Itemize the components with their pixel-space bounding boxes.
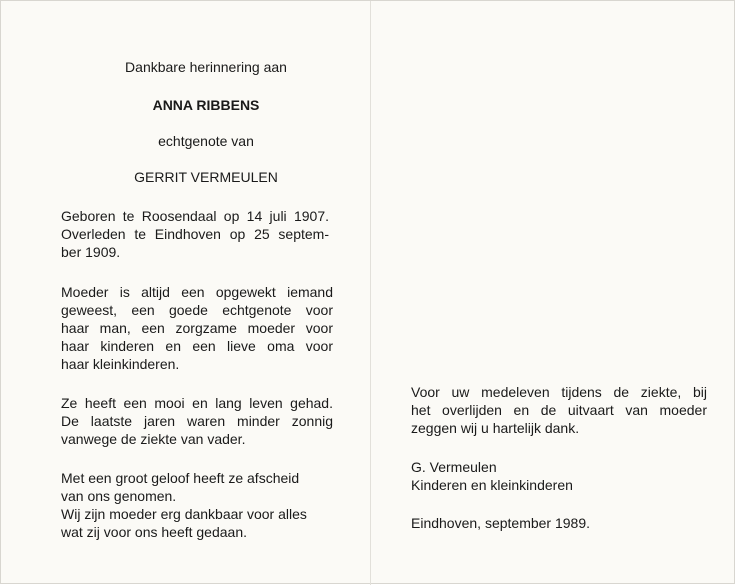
tribute-line: Moeder is altijd een opgewekt iemand xyxy=(61,284,333,300)
thanks-line: zeggen wij u hartelijk dank. xyxy=(411,420,580,436)
left-panel xyxy=(61,59,351,541)
later-years-paragraph xyxy=(61,394,333,448)
birth-death-dates xyxy=(61,207,329,261)
tribute-line: haar man, een zorgzame moeder voor xyxy=(61,320,333,336)
tribute-line: geweest, een goede echtgenote voor xyxy=(61,302,333,318)
later-years-line: De laatste jaren waren minder zonnig xyxy=(61,413,333,429)
tribute-paragraph xyxy=(61,283,333,373)
signature-line: G. Vermeulen xyxy=(411,459,497,475)
farewell-line: Wij zijn moeder erg dankbaar voor alles xyxy=(61,506,307,522)
thanks-line: het overlijden en de uitvaart van moeder xyxy=(411,402,707,418)
thanks-paragraph xyxy=(411,383,707,437)
farewell-line: wat zij voor ons heeft gedaan. xyxy=(61,524,248,540)
card-fold-line xyxy=(370,1,371,585)
dates-line: ber 1909. xyxy=(61,244,121,260)
spouse-name: GERRIT VERMEULEN xyxy=(134,169,278,185)
later-years-line: Ze heeft een mooi en lang leven gehad. xyxy=(61,395,333,411)
dates-line: Overleden te Eindhoven op 25 septem- xyxy=(61,226,329,242)
farewell-paragraph xyxy=(61,469,333,541)
signature-block xyxy=(411,458,711,494)
spouse-label: echtgenote van xyxy=(158,133,254,149)
right-panel xyxy=(411,383,711,532)
deceased-name: ANNA RIBBENS xyxy=(152,97,260,113)
card-heading: Dankbare herinnering aan xyxy=(125,59,287,75)
tribute-line: haar kleinkinderen. xyxy=(61,356,180,372)
place-date: Eindhoven, september 1989. xyxy=(411,515,591,531)
later-years-line: vanwege de ziekte van vader. xyxy=(61,431,246,447)
tribute-line: haar kinderen en een lieve oma voor xyxy=(61,338,333,354)
thanks-line: Voor uw medeleven tijdens de ziekte, bij xyxy=(411,384,707,400)
dates-line: Geboren te Roosendaal op 14 juli 1907. xyxy=(61,208,329,224)
signature-line: Kinderen en kleinkinderen xyxy=(411,477,573,493)
farewell-line: Met een groot geloof heeft ze afscheid xyxy=(61,470,300,486)
farewell-line: van ons genomen. xyxy=(61,488,177,504)
